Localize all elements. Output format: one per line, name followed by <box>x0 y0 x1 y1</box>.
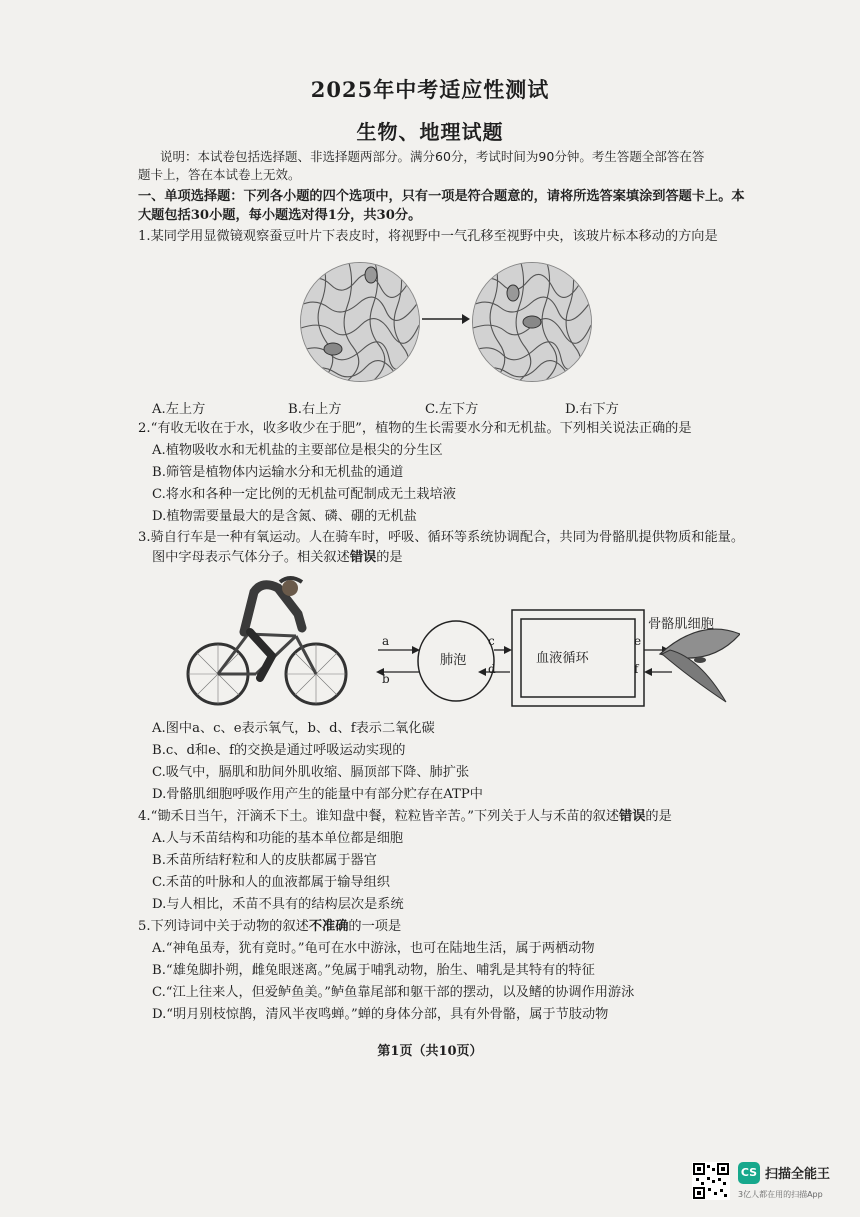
instructions-line-2: 题卡上，答在本试卷上无效。 <box>138 167 301 182</box>
label-c: c <box>488 634 495 648</box>
scanner-app-name: 扫描全能王 <box>765 1167 831 1182</box>
label-b: b <box>382 672 390 686</box>
q5-option-d: D.“明月别枝惊鹊，清风半夜鸣蝉。”蝉的身体分部，具有外骨骼，属于节肢动物 <box>152 1007 609 1022</box>
label-e: e <box>634 634 642 648</box>
q4-option-d: D.与人相比，禾苗不具有的结构层次是系统 <box>152 897 404 912</box>
q5-stem-bold: 不准确 <box>308 919 349 934</box>
instructions-line-1: 说明：本试卷包括选择题、非选择题两部分。满分60分，考试时间为90分钟。考生答题全部答在答 <box>160 149 705 164</box>
q3-stem-post: 的是 <box>376 550 403 565</box>
q4-stem-bold: 错误 <box>619 809 646 824</box>
cyclist-illustration <box>186 574 356 714</box>
q3-stem-pre: 图中字母表示气体分子。相关叙述 <box>152 550 350 565</box>
q1-option-c: C.左下方 <box>425 402 479 417</box>
qr-code-icon <box>692 1162 730 1200</box>
label-a: a <box>382 634 390 648</box>
q3-option-d: D.骨骼肌细胞呼吸作用产生的能量中有部分贮存在ATP中 <box>152 787 483 802</box>
page-number: 第1页（共10页） <box>377 1044 483 1059</box>
q1-option-b: B.右上方 <box>288 402 342 417</box>
q3-stem-line-1: 3.骑自行车是一种有氧运动。人在骑车时，呼吸、循环等系统协调配合，共同为骨骼肌提供物质和能量。 <box>138 530 745 545</box>
q4-option-a: A.人与禾苗结构和功能的基本单位都是细胞 <box>152 831 404 846</box>
q4-option-c: C.禾苗的叶脉和人的血液都属于输导组织 <box>152 875 390 890</box>
q3-stem-bold: 错误 <box>349 550 377 565</box>
scanner-tagline: 3亿人都在用的扫描App <box>738 1190 823 1199</box>
label-f: f <box>634 662 639 676</box>
q3-stem-line-2 <box>152 549 403 567</box>
label-d: d <box>488 662 496 676</box>
q1-option-a: A.左上方 <box>152 402 206 417</box>
microscope-view-before <box>300 262 420 382</box>
q5-option-a: A.“神龟虽寿，犹有竟时。”龟可在水中游泳，也可在陆地生活，属于两栖动物 <box>152 941 595 956</box>
q2-option-d: D.植物需要量最大的是含氮、磷、硼的无机盐 <box>152 509 417 524</box>
q1-stem: 1.某同学用显微镜观察蚕豆叶片下表皮时，将视野中一气孔移至视野中央，该玻片标本移动的方向是 <box>138 229 718 244</box>
exam-title: 2025年中考适应性测试 <box>310 77 550 102</box>
q4-option-b: B.禾苗所结籽粒和人的皮肤都属于器官 <box>152 853 377 868</box>
q4-stem <box>138 808 672 826</box>
label-alveoli: 肺泡 <box>440 653 467 668</box>
q5-stem-pre: 5.下列诗词中关于动物的叙述 <box>138 919 309 934</box>
q2-option-c: C.将水和各种一定比例的无机盐可配制成无土栽培液 <box>152 487 456 502</box>
q2-option-a: A.植物吸收水和无机盐的主要部位是根尖的分生区 <box>152 443 443 458</box>
q1-option-d: D.右下方 <box>565 402 619 417</box>
q3-option-b: B.c、d和e、f的交换是通过呼吸运动实现的 <box>152 743 406 758</box>
q5-stem <box>138 918 401 936</box>
q4-stem-post: 的是 <box>645 809 672 824</box>
q4-stem-pre: 4.“锄禾日当午，汗滴禾下土。谁知盘中餐，粒粒皆辛苦。”下列关于人与禾苗的叙述 <box>138 809 620 824</box>
q3-option-a: A.图中a、c、e表示氧气，b、d、f表示二氧化碳 <box>152 721 435 736</box>
q5-stem-post: 的一项是 <box>348 919 402 934</box>
microscope-view-after <box>472 262 592 382</box>
move-arrow <box>420 312 470 326</box>
section-1-heading-line-1: 一、单项选择题：下列各小题的四个选项中，只有一项是符合题意的，请将所选答案填涂到答题卡上。本 <box>138 189 745 204</box>
exam-subtitle: 生物、地理试题 <box>356 120 504 144</box>
q3-option-c: C.吸气中，膈肌和肋间外肌收缩、膈顶部下降、肺扩张 <box>152 765 470 780</box>
q5-option-b: B.“雄兔脚扑朔，雌兔眼迷离。”兔属于哺乳动物，胎生、哺乳是其特有的特征 <box>152 963 595 978</box>
label-skeletal-muscle-cell: 骨骼肌细胞 <box>648 617 714 632</box>
label-blood-circulation: 血液循环 <box>536 651 589 666</box>
q2-stem: 2.“有收无收在于水，收多收少在于肥”，植物的生长需要水分和无机盐。下列相关说法正确的是 <box>138 421 692 436</box>
q2-option-b: B.筛管是植物体内运输水分和无机盐的通道 <box>152 465 404 480</box>
section-1-heading-line-2: 大题包括30小题，每小题选对得1分，共30分。 <box>138 208 422 223</box>
q5-option-c: C.“江上往来人，但爱鲈鱼美。”鲈鱼靠尾部和躯干部的摆动，以及鳍的协调作用游泳 <box>152 985 635 1000</box>
scanner-logo-icon: CS <box>738 1162 760 1184</box>
